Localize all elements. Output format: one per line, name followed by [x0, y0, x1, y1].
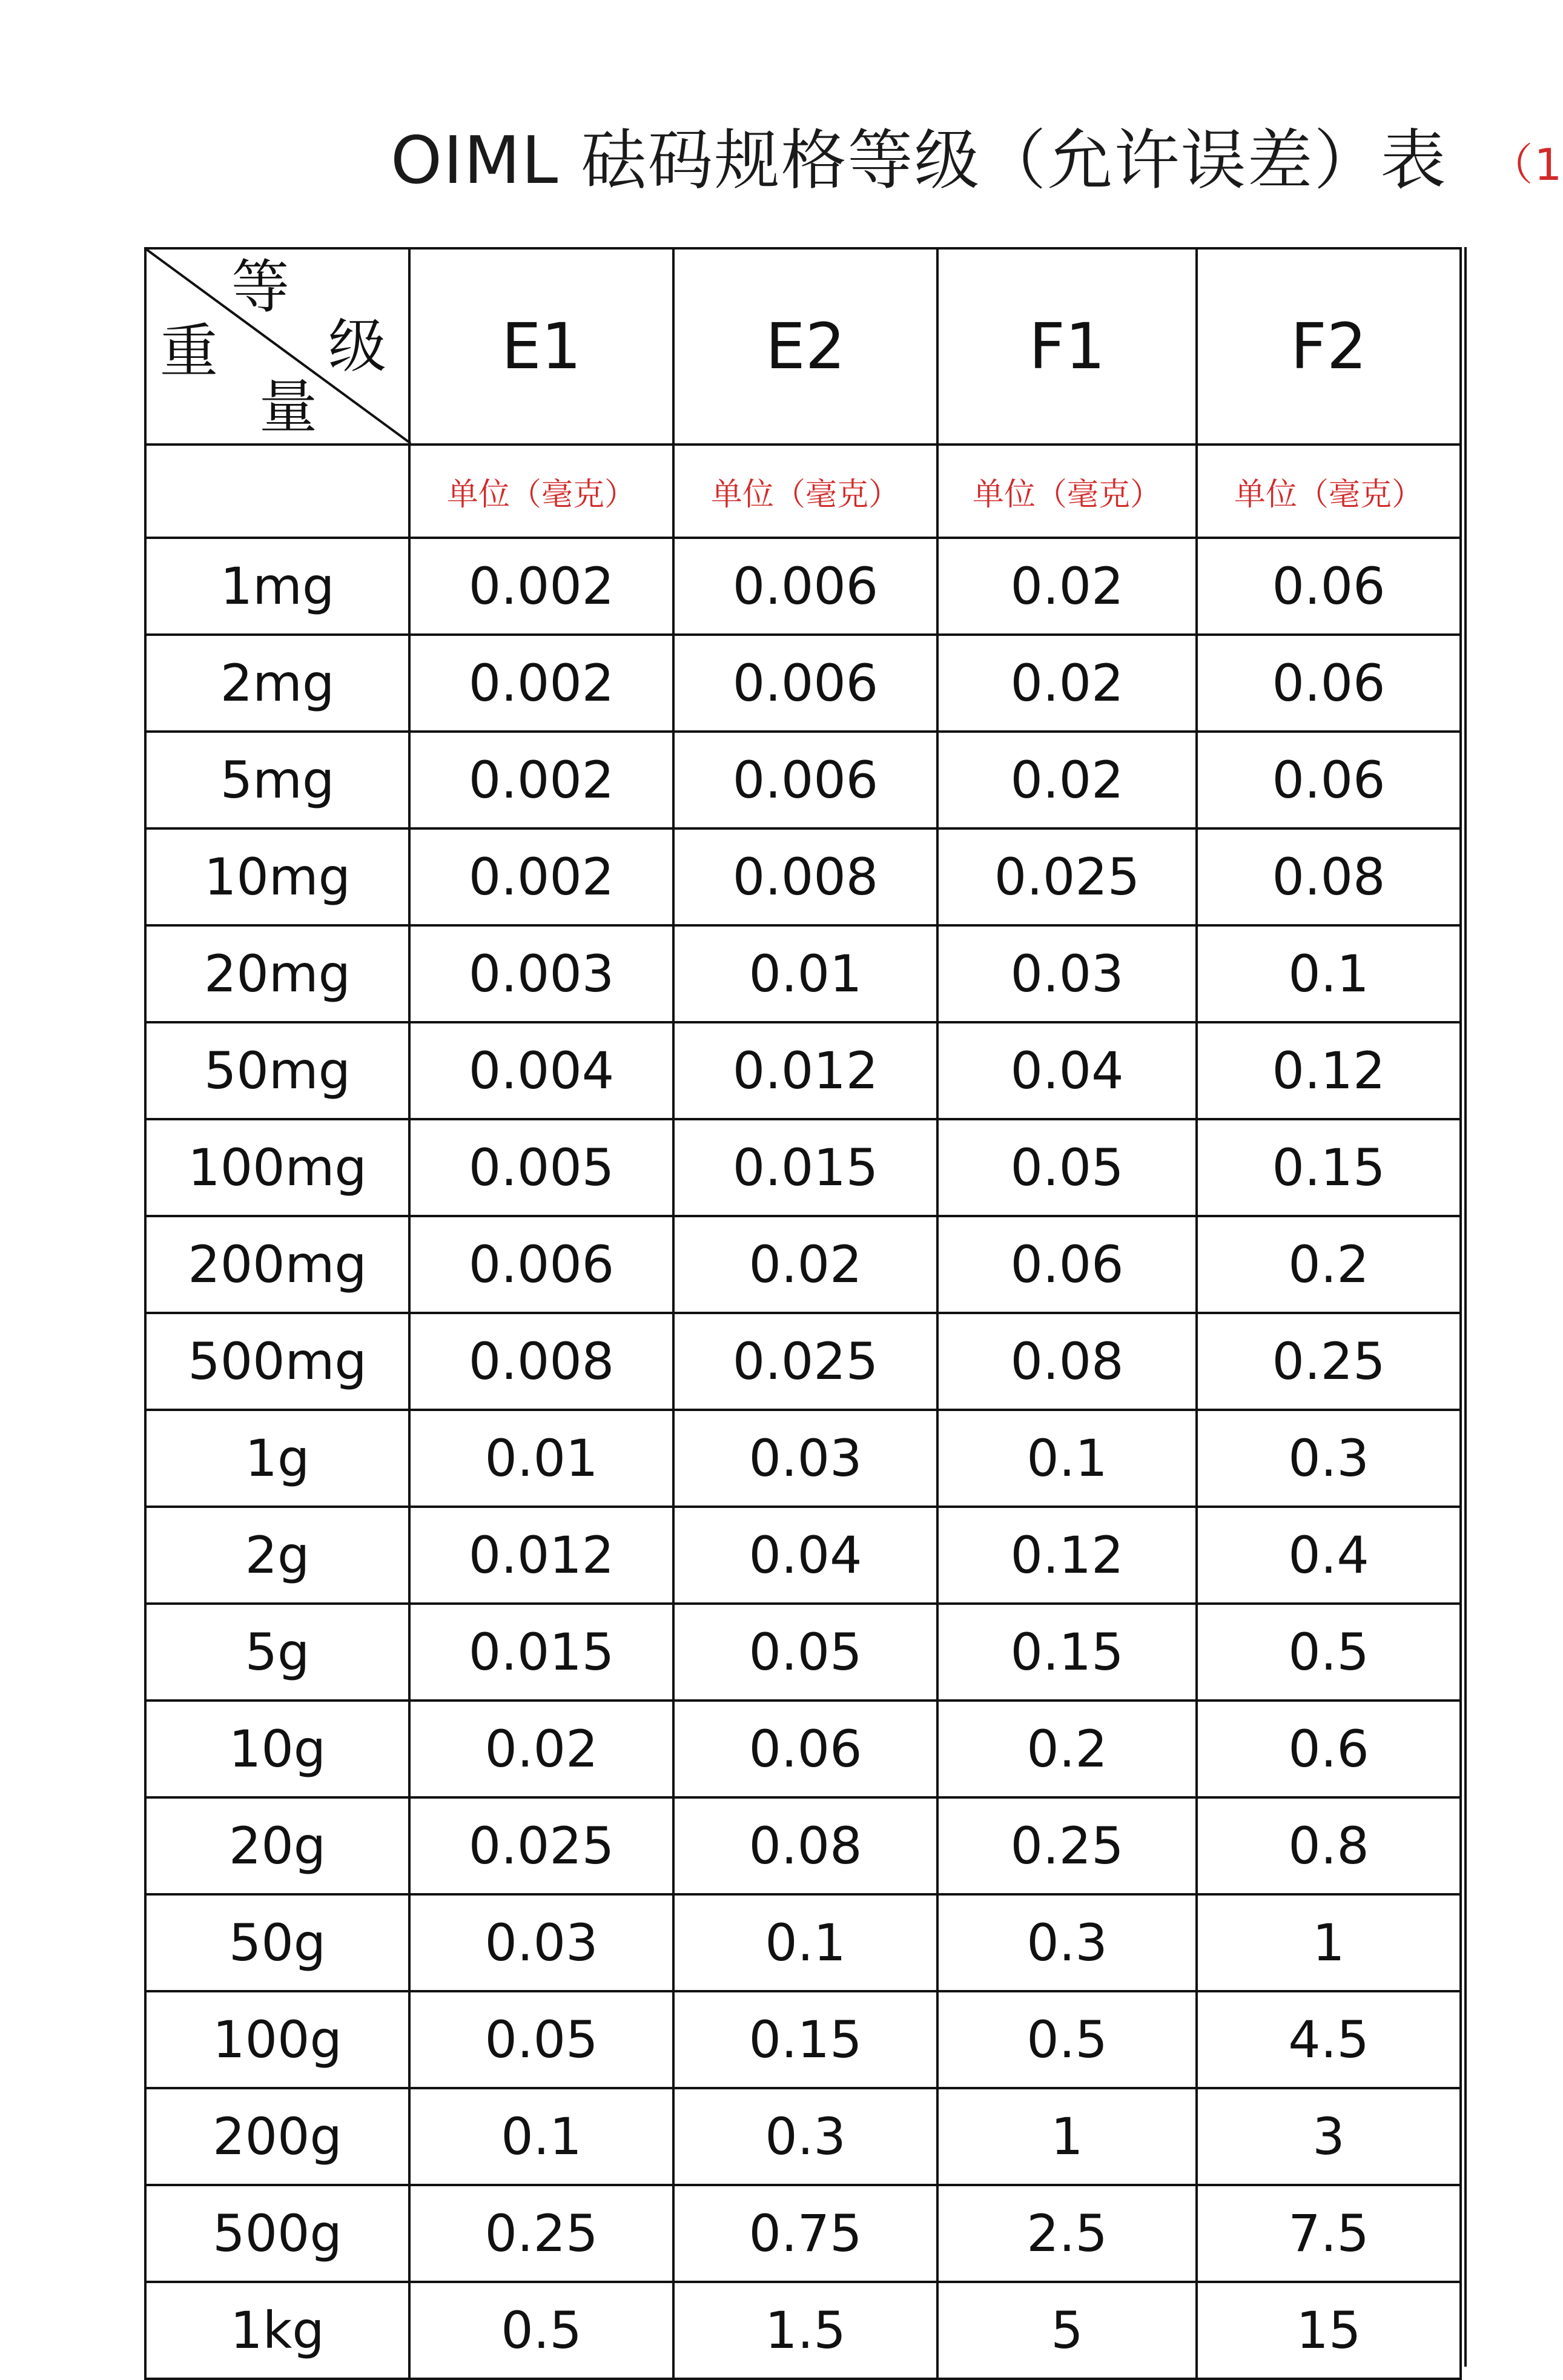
- table-row: [145, 2185, 1461, 2282]
- value-cell-f2: 0.06: [1197, 635, 1461, 732]
- value-cell-f1: 0.06: [937, 1216, 1197, 1313]
- page-title: [391, 119, 1563, 207]
- unit-label-e2: 单位（毫克）: [673, 445, 937, 538]
- value-cell-f2: 0.8: [1197, 1797, 1461, 1894]
- tolerance-table-container: [144, 247, 1462, 2380]
- table-row: [145, 1313, 1461, 1410]
- value-cell-e1: 0.002: [409, 635, 673, 732]
- grade-header-e2: E2: [673, 248, 937, 445]
- unit-label-e1: 单位（毫克）: [409, 445, 673, 538]
- value-cell-f1: 0.025: [937, 828, 1197, 925]
- table-row: [145, 2282, 1461, 2379]
- title-trailing-mark: （1: [1489, 139, 1563, 191]
- value-cell-e2: 0.06: [673, 1701, 937, 1797]
- table-row: [145, 828, 1461, 925]
- value-cell-f1: 0.2: [937, 1701, 1197, 1797]
- value-cell-f1: 2.5: [937, 2185, 1197, 2282]
- value-cell-e1: 0.015: [409, 1604, 673, 1701]
- table-row: [145, 925, 1461, 1022]
- value-cell-e1: 0.25: [409, 2185, 673, 2282]
- value-cell-f1: 1: [937, 2088, 1197, 2185]
- value-cell-f1: 0.02: [937, 538, 1197, 635]
- grade-header-e1: E1: [409, 248, 673, 445]
- table-row: [145, 1604, 1461, 1701]
- weight-cell: 10g: [145, 1701, 409, 1797]
- value-cell-e1: 0.004: [409, 1022, 673, 1119]
- weight-cell: 100mg: [145, 1119, 409, 1216]
- value-cell-e2: 0.1: [673, 1894, 937, 1991]
- value-cell-f2: 15: [1197, 2282, 1461, 2379]
- value-cell-e1: 0.002: [409, 538, 673, 635]
- unit-label-f1: 单位（毫克）: [937, 445, 1197, 538]
- value-cell-f2: 0.15: [1197, 1119, 1461, 1216]
- value-cell-e2: 0.01: [673, 925, 937, 1022]
- title-text: OIML 砝码规格等级（允许误差）表: [391, 123, 1447, 199]
- value-cell-e2: 0.006: [673, 732, 937, 828]
- weight-cell: 20mg: [145, 925, 409, 1022]
- grade-header-row: [145, 248, 1461, 445]
- value-cell-e2: 0.008: [673, 828, 937, 925]
- table-row: [145, 1894, 1461, 1991]
- value-cell-f2: 0.4: [1197, 1507, 1461, 1604]
- table-row: [145, 1991, 1461, 2088]
- value-cell-e2: 0.08: [673, 1797, 937, 1894]
- table-row: [145, 1022, 1461, 1119]
- weight-cell: 2mg: [145, 635, 409, 732]
- weight-cell: 20g: [145, 1797, 409, 1894]
- corner-weight-char-2: 量: [259, 373, 317, 441]
- value-cell-f1: 0.3: [937, 1894, 1197, 1991]
- value-cell-e2: 0.15: [673, 1991, 937, 2088]
- value-cell-f2: 0.1: [1197, 925, 1461, 1022]
- weight-cell: 50g: [145, 1894, 409, 1991]
- value-cell-e2: 0.75: [673, 2185, 937, 2282]
- value-cell-f2: 7.5: [1197, 2185, 1461, 2282]
- weight-cell: 10mg: [145, 828, 409, 925]
- value-cell-e2: 0.04: [673, 1507, 937, 1604]
- unit-row-empty-cell: [145, 445, 409, 538]
- value-cell-f1: 5: [937, 2282, 1197, 2379]
- value-cell-f2: 0.08: [1197, 828, 1461, 925]
- weight-cell: 2g: [145, 1507, 409, 1604]
- value-cell-e2: 0.006: [673, 538, 937, 635]
- value-cell-e2: 0.03: [673, 1410, 937, 1507]
- value-cell-f2: 0.3: [1197, 1410, 1461, 1507]
- value-cell-f1: 0.08: [937, 1313, 1197, 1410]
- weight-cell: 1kg: [145, 2282, 409, 2379]
- corner-header-cell: [145, 248, 409, 445]
- value-cell-e2: 0.3: [673, 2088, 937, 2185]
- value-cell-e1: 0.008: [409, 1313, 673, 1410]
- weight-cell: 500mg: [145, 1313, 409, 1410]
- weight-cell: 200g: [145, 2088, 409, 2185]
- value-cell-f1: 0.25: [937, 1797, 1197, 1894]
- tolerance-table-body: [145, 538, 1461, 2379]
- value-cell-f2: 0.06: [1197, 538, 1461, 635]
- table-row: [145, 1701, 1461, 1797]
- value-cell-f2: 3: [1197, 2088, 1461, 2185]
- value-cell-e1: 0.005: [409, 1119, 673, 1216]
- table-row: [145, 1410, 1461, 1507]
- value-cell-e1: 0.02: [409, 1701, 673, 1797]
- table-row: [145, 538, 1461, 635]
- value-cell-e2: 1.5: [673, 2282, 937, 2379]
- unit-row: [145, 445, 1461, 538]
- value-cell-e1: 0.03: [409, 1894, 673, 1991]
- value-cell-f2: 0.25: [1197, 1313, 1461, 1410]
- value-cell-f1: 0.12: [937, 1507, 1197, 1604]
- table-row: [145, 1216, 1461, 1313]
- table-row: [145, 2088, 1461, 2185]
- tolerance-table: [144, 247, 1462, 2380]
- weight-cell: 50mg: [145, 1022, 409, 1119]
- value-cell-e2: 0.006: [673, 635, 937, 732]
- value-cell-e1: 0.003: [409, 925, 673, 1022]
- corner-grade-char-1: 等: [231, 253, 289, 321]
- value-cell-e1: 0.006: [409, 1216, 673, 1313]
- grade-header-f1: F1: [937, 248, 1197, 445]
- table-row: [145, 1507, 1461, 1604]
- value-cell-f2: 4.5: [1197, 1991, 1461, 2088]
- weight-cell: 1g: [145, 1410, 409, 1507]
- grade-header-f2: F2: [1197, 248, 1461, 445]
- value-cell-f2: 0.12: [1197, 1022, 1461, 1119]
- value-cell-f1: 0.5: [937, 1991, 1197, 2088]
- value-cell-f2: 0.06: [1197, 732, 1461, 828]
- value-cell-f1: 0.03: [937, 925, 1197, 1022]
- value-cell-e2: 0.02: [673, 1216, 937, 1313]
- value-cell-f1: 0.02: [937, 635, 1197, 732]
- weight-cell: 1mg: [145, 538, 409, 635]
- value-cell-f1: 0.05: [937, 1119, 1197, 1216]
- weight-cell: 500g: [145, 2185, 409, 2282]
- value-cell-f1: 0.1: [937, 1410, 1197, 1507]
- weight-cell: 100g: [145, 1991, 409, 2088]
- value-cell-e1: 0.025: [409, 1797, 673, 1894]
- value-cell-e1: 0.002: [409, 828, 673, 925]
- weight-cell: 5g: [145, 1604, 409, 1701]
- value-cell-f2: 0.2: [1197, 1216, 1461, 1313]
- value-cell-f1: 0.02: [937, 732, 1197, 828]
- weight-cell: 200mg: [145, 1216, 409, 1313]
- corner-grade-char-2: 级: [328, 312, 386, 380]
- value-cell-f2: 0.5: [1197, 1604, 1461, 1701]
- value-cell-f2: 0.6: [1197, 1701, 1461, 1797]
- table-row: [145, 1797, 1461, 1894]
- value-cell-e2: 0.025: [673, 1313, 937, 1410]
- table-row: [145, 732, 1461, 828]
- clipped-next-column-edge: [1464, 247, 1515, 2367]
- value-cell-e2: 0.015: [673, 1119, 937, 1216]
- value-cell-e2: 0.05: [673, 1604, 937, 1701]
- value-cell-e1: 0.5: [409, 2282, 673, 2379]
- value-cell-e1: 0.05: [409, 1991, 673, 2088]
- value-cell-e1: 0.002: [409, 732, 673, 828]
- weight-cell: 5mg: [145, 732, 409, 828]
- value-cell-e1: 0.01: [409, 1410, 673, 1507]
- value-cell-f1: 0.04: [937, 1022, 1197, 1119]
- table-row: [145, 1119, 1461, 1216]
- table-row: [145, 635, 1461, 732]
- corner-weight-char-1: 重: [160, 317, 218, 385]
- value-cell-e2: 0.012: [673, 1022, 937, 1119]
- unit-label-f2: 单位（毫克）: [1197, 445, 1461, 538]
- value-cell-e1: 0.1: [409, 2088, 673, 2185]
- value-cell-f1: 0.15: [937, 1604, 1197, 1701]
- value-cell-f2: 1: [1197, 1894, 1461, 1991]
- value-cell-e1: 0.012: [409, 1507, 673, 1604]
